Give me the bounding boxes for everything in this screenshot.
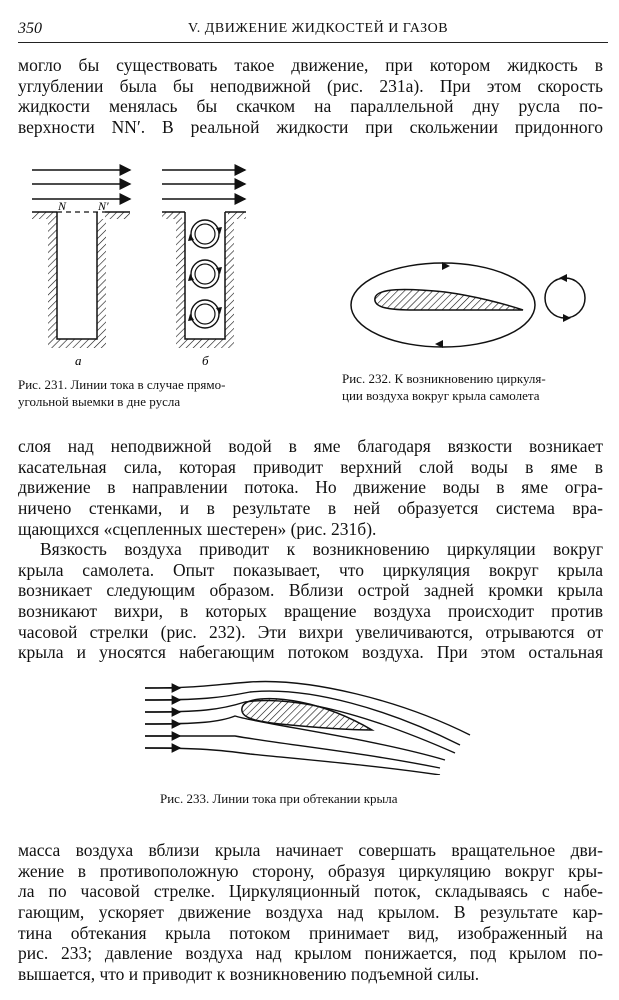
running-head: V. ДВИЖЕНИЕ ЖИДКОСТЕЙ И ГАЗОВ	[188, 21, 449, 36]
streamlines	[145, 682, 470, 775]
text-line: ничено стенками, и в результате в ней образуется система вра-	[18, 498, 603, 519]
figure-231	[20, 160, 250, 375]
text-line: тина обтекания крыла потоком принимает вид, изображенный на	[18, 922, 603, 943]
text-line: масса воздуха вблизи крыла начинает совершать вращательное дви-	[18, 840, 603, 860]
paragraph-3	[18, 539, 603, 663]
figure-231-sub-a: а	[75, 353, 82, 368]
text-line: возникает следующим образом. Вблизи острой задней кромки крыла	[18, 580, 603, 601]
caption-line: ции воздуха вокруг крыла самолета	[342, 388, 540, 403]
text-line: углублении была бы неподвижной (рис. 231а). При этом скорость	[18, 75, 603, 96]
label-n-prime: N′	[98, 199, 109, 213]
stream-arrows	[145, 688, 180, 748]
figure-231-caption	[18, 376, 225, 410]
text-line: жидкости менялась бы скачком на параллельной дну русла по-	[18, 96, 603, 117]
text-line: гающим, ускоряет движение воздуха над крылом. В результате кар-	[18, 902, 603, 923]
paragraph-2	[18, 436, 603, 539]
wing-profile	[375, 290, 523, 310]
label-n: N	[58, 199, 67, 213]
figure-231-sub-b: б	[202, 353, 209, 368]
caption-line: угольной выемки в дне русла	[18, 394, 181, 409]
text-line: рис. 233; давление воздуха над крылом понижается, под крылом по-	[18, 943, 603, 964]
text-line: вышается, что и приводит к возникновению подъемной силы.	[18, 964, 480, 985]
text-line: крыла самолета. Опыт показывает, что циркуляция вокруг крыла	[18, 559, 603, 580]
text-line: могло бы существовать такое движение, при котором жидкость в	[18, 55, 603, 75]
paragraph-4	[18, 840, 603, 985]
caption-line: Рис. 232. К возникновению циркуля-	[342, 371, 546, 386]
text-line: движение в направлении потока. Но движение воды в яме огра-	[18, 477, 603, 498]
figure-231-panel-a	[32, 170, 130, 348]
text-line: жение в противоположную сторону, образуя циркуляцию вокруг кры-	[18, 860, 603, 881]
caption-line: Рис. 233. Линии тока при обтекании крыла	[160, 791, 398, 806]
text-line: ла по часовой стрелке. Циркуляционный поток, складываясь с набе-	[18, 881, 603, 902]
text-line: щающихся «сцепленных шестерен» (рис. 231б).	[18, 518, 377, 539]
paragraph-1	[18, 55, 603, 138]
text-line: верхности NN′. В реальной жидкости при скольжении придонного	[18, 117, 603, 138]
text-line: крыла и уносятся набегающим потоком воздуха. При этом остальная	[18, 642, 603, 663]
figure-233	[140, 680, 480, 775]
page-number: 350	[18, 20, 42, 37]
figure-232	[345, 258, 607, 368]
text-line: возникают вихри, в которых вращение воздуха происходит против	[18, 601, 603, 622]
text-line: Вязкость воздуха приводит к возникновению циркуляции вокруг	[40, 539, 603, 559]
figure-232-caption	[342, 370, 546, 404]
caption-line: Рис. 231. Линии тока в случае прямо-	[18, 377, 226, 392]
figure-233-caption	[160, 790, 398, 807]
page-header	[18, 20, 608, 43]
text-line: часовой стрелки (рис. 232). Эти вихри увеличиваются, отрываются от	[18, 621, 603, 642]
figure-231-panel-b	[162, 170, 246, 348]
text-line: касательная сила, которая приводит верхний слой воды в яме в	[18, 456, 603, 477]
text-line: слоя над неподвижной водой в яме благодаря вязкости возникает	[18, 436, 603, 456]
vortex-circle	[545, 278, 585, 318]
